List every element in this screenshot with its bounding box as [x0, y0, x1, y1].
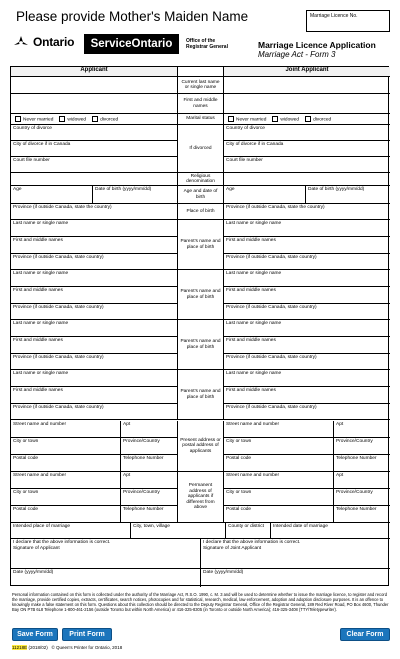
form-grid — [10, 66, 389, 586]
place-birth-label: Place of birth — [178, 204, 224, 220]
joint-date-field[interactable]: Date (yyyy/mm/dd) — [203, 570, 244, 575]
joint-age-field[interactable]: Age — [224, 186, 306, 204]
joint-perm-street-field[interactable]: Street name and number — [224, 472, 334, 489]
joint-perm-city-field[interactable]: City or town — [224, 489, 334, 506]
religious-label: Religious denomination — [178, 173, 224, 186]
form-date: (2018/02) — [28, 645, 48, 650]
joint-parent-first-name-field[interactable]: First and middle names — [224, 387, 390, 404]
parents-name-label: Parent's name and place of birth — [178, 220, 224, 270]
current-last-name-label: Current last name or single name — [178, 77, 224, 94]
applicant-parent-first-name-field[interactable]: First and middle names — [11, 287, 178, 304]
applicant-parent-last-name-field[interactable]: Last name or single name — [11, 270, 178, 287]
page-title: Please provide Mother's Maiden Name — [16, 9, 249, 24]
never-married-checkbox[interactable] — [15, 116, 21, 122]
licence-number-field[interactable] — [306, 10, 390, 32]
joint-parent-birth-province-field[interactable]: Province (if outside Canada, state country) — [224, 254, 390, 270]
joint-parent-birth-province-field[interactable]: Province (if outside Canada, state country) — [224, 354, 390, 370]
applicant-city-divorce-field[interactable]: City of divorce if in Canada — [11, 141, 178, 157]
serviceontario-logo: ServiceOntario — [84, 34, 179, 54]
joint-country-divorce-field[interactable]: Country of divorce — [224, 125, 390, 141]
applicant-perm-street-field[interactable]: Street name and number — [11, 472, 121, 489]
joint-postal-field[interactable]: Postal code — [224, 455, 334, 472]
applicant-parent-last-name-field[interactable]: Last name or single name — [11, 320, 178, 337]
form-code: 11218E — [12, 645, 28, 650]
applicant-perm-province-field[interactable]: Province/Country — [121, 489, 178, 506]
parents-name-label: Parent's name and place of birth — [178, 370, 224, 420]
clear-form-button[interactable]: Clear Form — [340, 628, 390, 641]
applicant-country-divorce-field[interactable]: Country of divorce — [11, 125, 178, 141]
joint-dob-field[interactable]: Date of birth (yyyy/mm/dd) — [306, 186, 390, 204]
applicant-religion-field[interactable] — [11, 173, 178, 186]
joint-street-field[interactable]: Street name and number — [224, 421, 334, 438]
applicant-marital-status: Never married widowed divorced — [11, 114, 178, 125]
applicant-apt-field[interactable]: Apt — [121, 421, 178, 438]
widowed-checkbox[interactable] — [272, 116, 278, 122]
applicant-parent-last-name-field[interactable]: Last name or single name — [11, 220, 178, 237]
joint-court-file-field[interactable]: Court file number — [224, 157, 390, 173]
joint-header: Joint Applicant — [224, 67, 390, 77]
applicant-postal-field[interactable]: Postal code — [11, 455, 121, 472]
applicant-parent-birth-province-field[interactable]: Province (if outside Canada, state country) — [11, 354, 178, 370]
permanent-address-label: Permanent address of applicants if different from above — [178, 472, 224, 523]
applicant-phone-field[interactable]: Telephone Number — [121, 455, 178, 472]
joint-phone-field[interactable]: Telephone Number — [334, 455, 390, 472]
intended-date-field[interactable]: Intended date of marriage — [271, 523, 390, 539]
applicant-court-file-field[interactable]: Court file number — [11, 157, 178, 173]
joint-parent-birth-province-field[interactable]: Province (if outside Canada, state country) — [224, 304, 390, 320]
joint-city-field[interactable]: City or town — [224, 438, 334, 455]
divorced-checkbox[interactable] — [92, 116, 98, 122]
applicant-parent-last-name-field[interactable]: Last name or single name — [11, 370, 178, 387]
joint-apt-field[interactable]: Apt — [334, 421, 390, 438]
footer — [12, 645, 122, 650]
parents-name-label: Parent's name and place of birth — [178, 270, 224, 320]
divorced-checkbox[interactable] — [305, 116, 311, 122]
joint-birth-province-field[interactable]: Province (if outside Canada, state the country) — [224, 204, 390, 220]
applicant-last-name-field[interactable] — [11, 77, 178, 94]
applicant-birth-province-field[interactable]: Province (if outside Canada, state the country) — [11, 204, 178, 220]
applicant-province-field[interactable]: Province/Country — [121, 438, 178, 455]
joint-last-name-field[interactable] — [224, 77, 390, 94]
ontario-logo — [12, 35, 74, 49]
joint-perm-province-field[interactable]: Province/Country — [334, 489, 390, 506]
widowed-checkbox[interactable] — [59, 116, 65, 122]
joint-parent-first-name-field[interactable]: First and middle names — [224, 287, 390, 304]
joint-parent-last-name-field[interactable]: Last name or single name — [224, 270, 390, 287]
parents-name-label: Parent's name and place of birth — [178, 320, 224, 370]
print-form-button[interactable]: Print Form — [62, 628, 112, 641]
copyright: © Queen's Printer for Ontario, 2018 — [51, 645, 123, 650]
applicant-age-field[interactable]: Age — [11, 186, 93, 204]
present-address-label: Present address or postal address of applicants — [178, 421, 224, 472]
applicant-date-field[interactable]: Date (yyyy/mm/dd) — [11, 569, 201, 587]
applicant-parent-birth-province-field[interactable]: Province (if outside Canada, state country) — [11, 304, 178, 320]
applicant-parent-first-name-field[interactable]: First and middle names — [11, 237, 178, 254]
marital-status-label: Marital status — [178, 114, 224, 125]
never-married-checkbox[interactable] — [228, 116, 234, 122]
applicant-city-field[interactable]: City or town — [11, 438, 121, 455]
joint-parent-first-name-field[interactable]: First and middle names — [224, 337, 390, 354]
county-district-field[interactable]: County or district — [226, 523, 271, 539]
save-form-button[interactable]: Save Form — [12, 628, 58, 641]
joint-marital-status: Never married widowed divorced — [224, 114, 390, 125]
joint-perm-phone-field[interactable]: Telephone Number — [334, 506, 390, 523]
city-town-village-field[interactable]: City, town, village — [131, 523, 226, 539]
ontario-wordmark: Ontario — [33, 35, 75, 49]
age-dob-label: Age and date of birth — [178, 186, 224, 204]
joint-first-name-field[interactable] — [224, 94, 390, 114]
applicant-parent-birth-province-field[interactable]: Province (if outside Canada, state country) — [11, 254, 178, 270]
intended-place-field[interactable]: Intended place of marriage — [11, 523, 131, 539]
joint-province-field[interactable]: Province/Country — [334, 438, 390, 455]
form-subtitle: Marriage Act - Form 3 — [258, 50, 336, 59]
applicant-perm-phone-field[interactable]: Telephone Number — [121, 506, 178, 523]
applicant-header: Applicant — [11, 67, 178, 77]
joint-perm-apt-field[interactable]: Apt — [334, 472, 390, 489]
applicant-perm-postal-field[interactable]: Postal code — [11, 506, 121, 523]
joint-parent-last-name-field[interactable]: Last name or single name — [224, 370, 390, 387]
licence-number-label: Marriage Licence No. — [310, 13, 358, 19]
joint-parent-first-name-field[interactable]: First and middle names — [224, 237, 390, 254]
trillium-icon — [12, 35, 30, 49]
applicant-parent-birth-province-field[interactable]: Province (if outside Canada, state country) — [11, 404, 178, 420]
joint-signature-field[interactable]: I declare that the above information is correct. Signature of Joint Applicant — [201, 539, 390, 569]
privacy-notice: Personal information contained on this form is collected under the authority of the Marriage Act, R.S.O. 1990, c. M. 3 and will be used to determine whether to issue the marriage licence, to register and record the marriage, provide certified copies, extracts, certificates, search notices, photocopies and for statistical, research, medical, law enforcement, adoption and adoption disclosure purposes. It is an offence to knowingly make a false statement on this form. Questions about this collection should be directed to the Deputy Registrar General, Office of the Registrar General, 189 Red River Road, PO Box 4600, Thunder Bay ON P7B 6L8 Telephone 1-800-461-2156 (outside Toronto but within North America) or 416-325-8305 (in Toronto or outside North America); 416-325-3408 (TTY/Teletypewriter). — [12, 592, 389, 613]
joint-city-divorce-field[interactable]: City of divorce if in Canada — [224, 141, 390, 157]
if-divorced-label: If divorced — [178, 125, 224, 173]
joint-parent-last-name-field[interactable]: Last name or single name — [224, 220, 390, 237]
applicant-dob-field[interactable]: Date of birth (yyyy/mm/dd) — [93, 186, 178, 204]
office-label: Office of the Registrar General — [186, 38, 228, 50]
joint-religion-field[interactable] — [224, 173, 390, 186]
applicant-parent-first-name-field[interactable]: First and middle names — [11, 387, 178, 404]
first-middle-label: First and middle names — [178, 94, 224, 114]
applicant-perm-apt-field[interactable]: Apt — [121, 472, 178, 489]
joint-parent-last-name-field[interactable]: Last name or single name — [224, 320, 390, 337]
blank-cell — [178, 67, 224, 77]
applicant-parent-first-name-field[interactable]: First and middle names — [11, 337, 178, 354]
applicant-first-name-field[interactable] — [11, 94, 178, 114]
applicant-street-field[interactable]: Street name and number — [11, 421, 121, 438]
joint-parent-birth-province-field[interactable]: Province (if outside Canada, state country) — [224, 404, 390, 420]
applicant-perm-city-field[interactable]: City or town — [11, 489, 121, 506]
form-title: Marriage Licence Application — [258, 40, 376, 50]
applicant-signature-field[interactable]: I declare that the above information is correct. Signature of Applicant — [11, 539, 201, 569]
joint-perm-postal-field[interactable]: Postal code — [224, 506, 334, 523]
